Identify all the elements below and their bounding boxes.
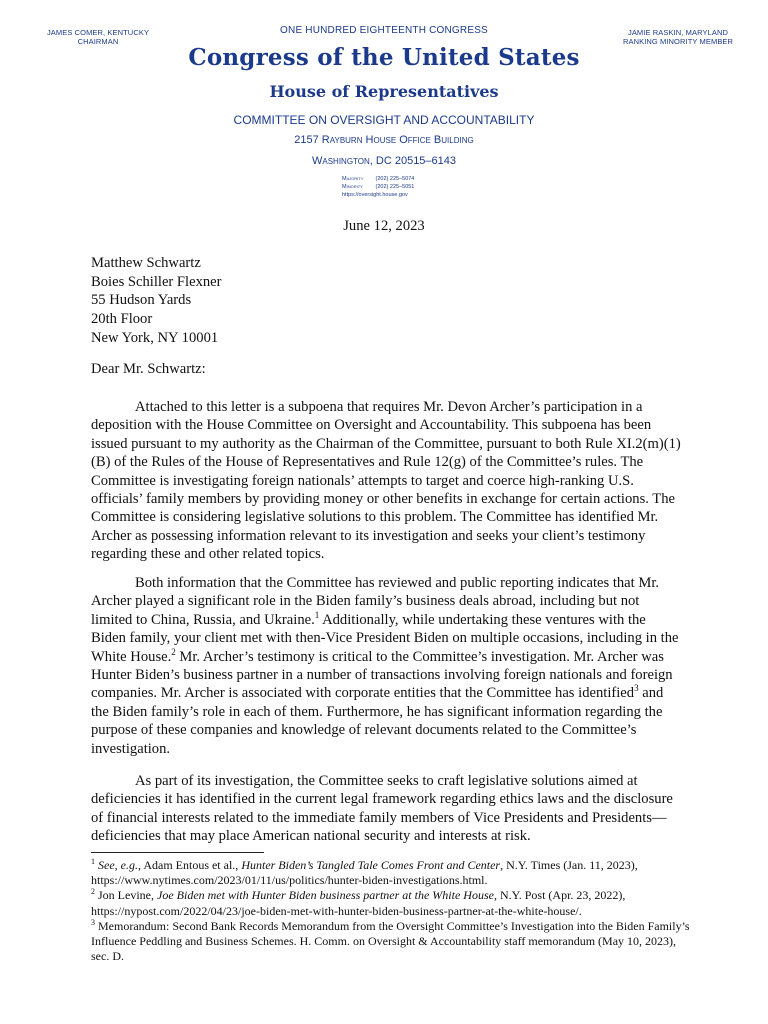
- paragraph-2: [91, 574, 681, 758]
- minority-label: Minority: [342, 184, 363, 190]
- minority-phone-line: [342, 183, 482, 191]
- footnote-text: , Adam Entous et al.,: [137, 858, 242, 872]
- addressee-name: Matthew Schwartz: [91, 255, 201, 271]
- footnote-number: 1: [91, 857, 95, 866]
- footnote-number: 2: [91, 887, 95, 897]
- footnotes: [91, 858, 691, 964]
- addressee-firm: Boies Schiller Flexner: [91, 273, 222, 290]
- chairman-name: JAMES COMER, KENTUCKY: [46, 28, 150, 37]
- committee-name: COMMITTEE ON OVERSIGHT AND ACCOUNTABILITY: [233, 113, 535, 127]
- letterhead-title: Congress of the United States: [188, 44, 580, 71]
- footnote-signal: See, e.g.: [98, 858, 138, 872]
- footnote-text: Memorandum: Second Bank Records Memorandum from the Oversight Committee’s Investigation into the Biden Family’s Influence Peddling and Business Schemes. H. Comm. on Oversight & Accountability staff memorandum (May 10, 2023), sec. D.: [91, 918, 690, 964]
- footnote-3: [91, 919, 691, 965]
- chairman-title: CHAIRMAN: [77, 37, 119, 46]
- paragraph-3: As part of its investigation, the Committee seeks to craft legislative solutions aimed at deficiencies it has identified in the current legal framework regarding ethics laws and the disclosure of financial interests related to the immediate family members of Vice Presidents and Presidents—deficiencies that may place American national security and interests at risk.: [91, 773, 673, 845]
- footnote-divider: [91, 852, 264, 853]
- footnote-ref-2[interactable]: 2: [171, 646, 176, 657]
- paragraph-2-part-c: Mr. Archer’s testimony is critical to the Committee’s investigation. Mr. Archer was Hunter Biden’s business partner in a number of transactions involving foreign nationals and foreign companies. Mr. Archer is associated with corporate entities that the Committee has identified: [91, 648, 673, 702]
- congress-number: ONE HUNDRED EIGHTEENTH CONGRESS: [280, 25, 488, 36]
- office-address: 2157 Rayburn House Office Building: [294, 134, 474, 146]
- addressee-city: New York, NY 10001: [91, 329, 219, 346]
- website-link[interactable]: https://oversight.house.gov: [342, 192, 408, 198]
- contact-block: [342, 175, 482, 199]
- majority-phone-line: [342, 175, 482, 183]
- ranking-member-name: JAMIE RASKIN, MARYLAND: [627, 28, 728, 37]
- addressee-street: 55 Hudson Yards: [91, 292, 192, 309]
- paragraph-2-part-a: Both information that the Committee has reviewed and public reporting indicates that Mr. Archer played a significant role in the Biden family’s business deals abroad, including but not limited to China, Russia, and Ukraine.: [91, 575, 660, 628]
- majority-label: Majority: [342, 176, 364, 182]
- footnote-number: 3: [91, 917, 95, 927]
- footnote-ref-3[interactable]: 3: [634, 683, 639, 694]
- addressee-block: [91, 254, 222, 348]
- footnote-article-title: Joe Biden met with Hunter Biden business partner at the White House: [157, 888, 494, 903]
- paragraph-2-part-d: and the Biden family’s role in each of them. Furthermore, he has significant information regarding the purpose of these companies and knowledge of relevant documents related to the Committee’s investigation.: [91, 685, 664, 757]
- letter-date: June 12, 2023: [343, 218, 425, 234]
- footnote-source[interactable]: , N.Y. Post (Apr. 23, 2022), https://nypost.com/2022/04/23/joe-biden-met-with-hunter-biden-business-partner-at-the-white-house/.: [91, 888, 626, 918]
- letterhead-house: House of Representatives: [269, 82, 499, 101]
- salutation: Dear Mr. Schwartz:: [91, 361, 206, 377]
- addressee-floor: 20th Floor: [91, 311, 153, 328]
- ranking-member-title: RANKING MINORITY MEMBER: [622, 37, 734, 46]
- footnote-1: [91, 858, 691, 888]
- minority-phone: (202) 225–5051: [375, 184, 415, 190]
- footnote-text: Jon Levine,: [98, 888, 157, 903]
- office-city: Washington, DC 20515–6143: [311, 155, 457, 167]
- majority-phone: (202) 225–5074: [375, 176, 415, 182]
- footnote-article-title: Hunter Biden’s Tangled Tale Comes Front and Center: [241, 858, 501, 872]
- paragraph-1: Attached to this letter is a subpoena that requires Mr. Devon Archer’s participation in a deposition with the House Committee on Oversight and Accountability. This subpoena has been issued pursuant to my authority as the Chairman of the Committee, pursuant to both Rule XI.2(m)(1)(B) of the Rules of the House of Representatives and Rule 12(g) of the Committee’s rules. The Committee is investigating foreign nationals’ attempts to target and coerce high-ranking U.S. officials’ family members by providing money or other benefits in exchange for certain actions. The Committee is considering legislative solutions to this problem. The Committee has identified Mr. Archer as possessing information relevant to its investigation and seeks your client’s testimony regarding these and other related topics.: [91, 399, 681, 563]
- footnote-2: [91, 888, 691, 918]
- paragraph-2-part-b: Additionally, while undertaking these ventures with the Biden family, your client met with then-Vice President Biden on multiple occasions, including in the White House.: [91, 611, 679, 665]
- footnote-ref-1[interactable]: 1: [314, 609, 320, 620]
- footnote-source[interactable]: , N.Y. Times (Jan. 11, 2023), https://www.nytimes.com/2023/01/11/us/politics/hunter-biden-investigations.html.: [91, 858, 638, 888]
